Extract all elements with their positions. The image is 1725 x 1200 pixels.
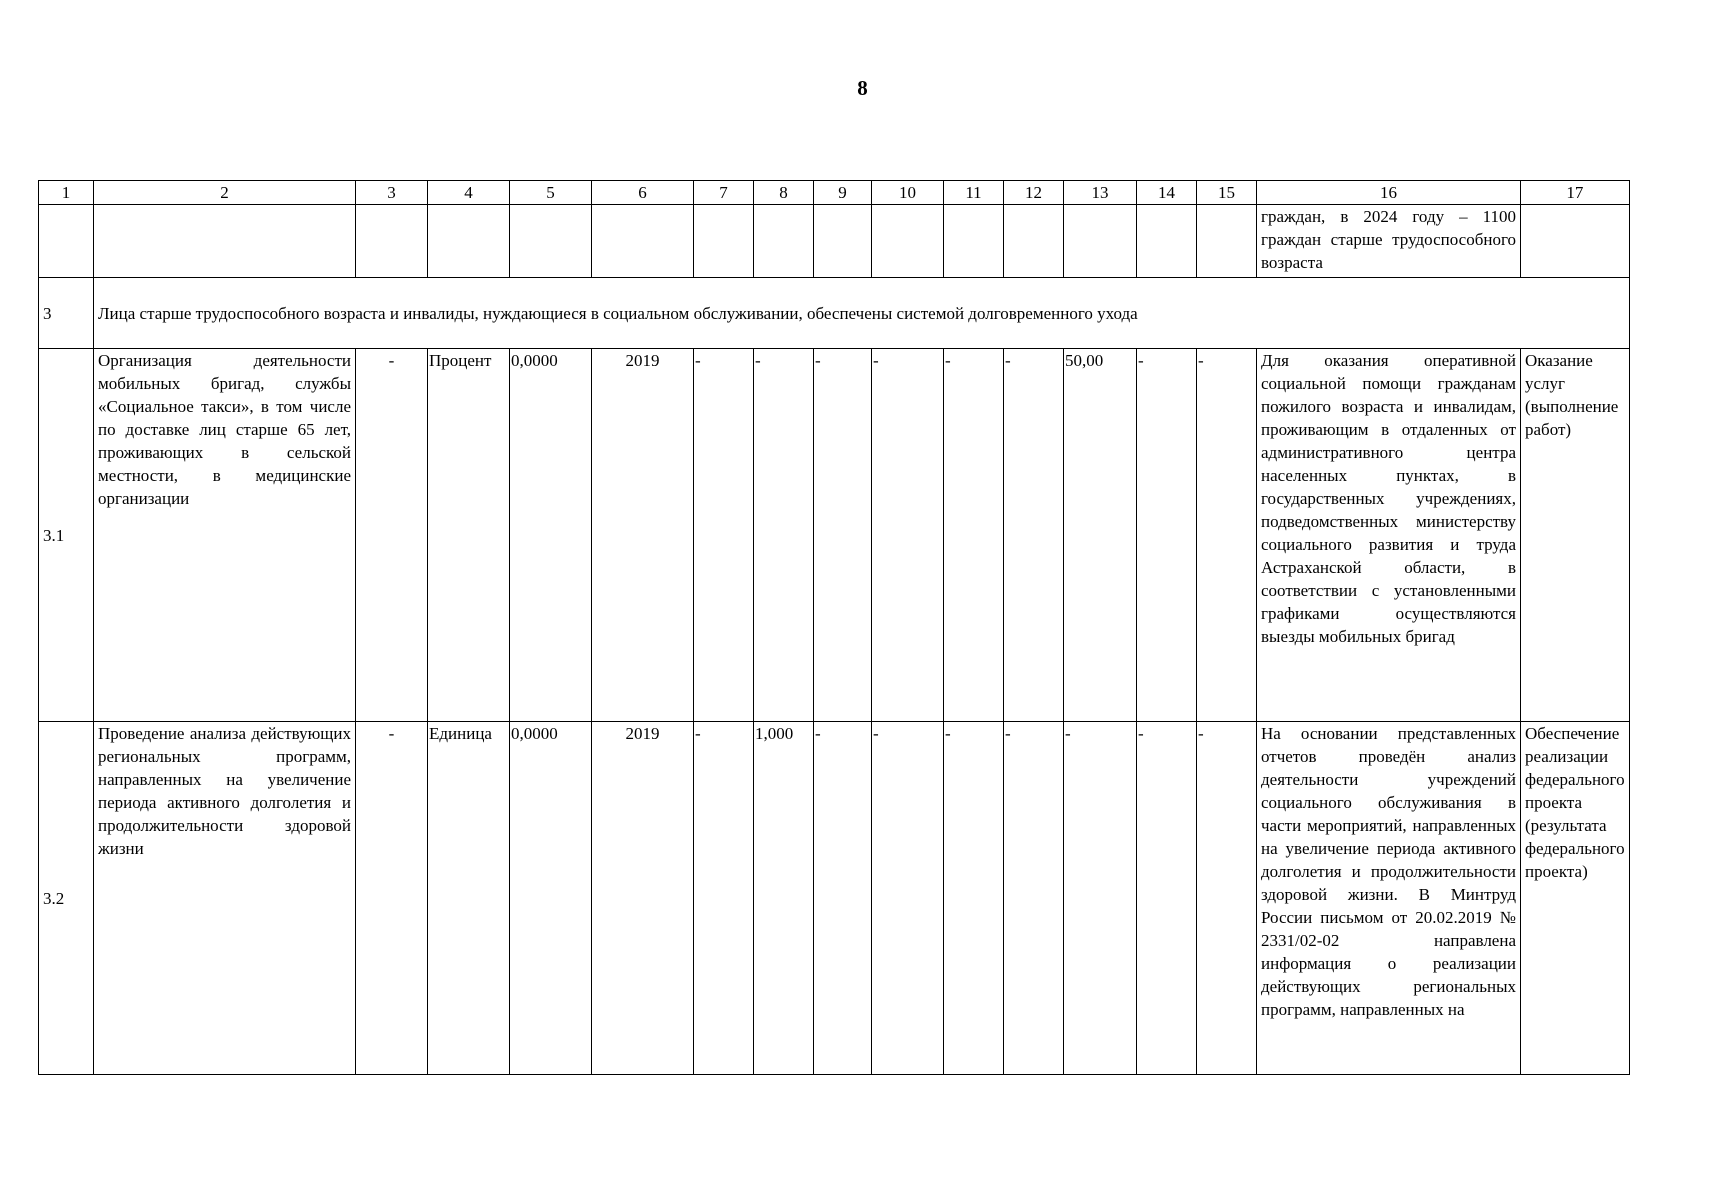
description-cell: Для оказания оперативной социальной помощи гражданам пожилого возраста и инвалидам, проживающим в отдаленных от административного центра населенных пунктах, в государственных учреждениях, подведомственных министерству социального развития и труда Астраханской области, в соответствии с установленными графиками осуществляются выезды мобильных бригад (1257, 349, 1521, 722)
cell-col12: - (1004, 349, 1064, 722)
cell-col9: - (814, 722, 872, 1075)
col-header-12: 12 (1004, 181, 1064, 205)
table-row (39, 722, 1630, 1075)
row-number: 3.1 (39, 349, 94, 722)
col-header-7: 7 (694, 181, 754, 205)
base-value-cell: 0,0000 (510, 722, 592, 1075)
table-row (39, 349, 1630, 722)
base-year-cell: 2019 (592, 349, 694, 722)
col-header-16: 16 (1257, 181, 1521, 205)
table-row-continuation (39, 205, 1630, 278)
cell-col15: - (1197, 349, 1257, 722)
col-header-8: 8 (754, 181, 814, 205)
cell-col7: - (694, 722, 754, 1075)
cell-col8: 1,000 (754, 722, 814, 1075)
col-header-2: 2 (94, 181, 356, 205)
cell-col14: - (1137, 349, 1197, 722)
col-header-13: 13 (1064, 181, 1137, 205)
description-cell: На основании представленных отчетов проведён анализ деятельности учреждений социального обслуживания в части мероприятий, направленных на увеличение периода активного долголетия и продолжительности здоровой жизни. В Минтруд России письмом от 20.02.2019 № 2331/02-02 направлена информация о реализации действующих региональных программ, направленных на (1257, 722, 1521, 1075)
unit-cell: Единица (428, 722, 510, 1075)
column-number-row (39, 181, 1630, 205)
cell-col10: - (872, 349, 944, 722)
cell-col9: - (814, 349, 872, 722)
cell-col15: - (1197, 722, 1257, 1075)
col-header-11: 11 (944, 181, 1004, 205)
col-header-5: 5 (510, 181, 592, 205)
col-header-15: 15 (1197, 181, 1257, 205)
cell-col12: - (1004, 722, 1064, 1075)
section-number: 3 (39, 278, 94, 349)
cell-col11: - (944, 349, 1004, 722)
cell-col10: - (872, 722, 944, 1075)
col-header-4: 4 (428, 181, 510, 205)
cell-col11: - (944, 722, 1004, 1075)
col-header-14: 14 (1137, 181, 1197, 205)
type-cell: Оказание услуг (выполнение работ) (1521, 349, 1630, 722)
unit-cell: Процент (428, 349, 510, 722)
base-value-cell: 0,0000 (510, 349, 592, 722)
col-header-6: 6 (592, 181, 694, 205)
page-number: 8 (857, 76, 868, 100)
section-row (39, 278, 1630, 349)
col-header-10: 10 (872, 181, 944, 205)
col-header-9: 9 (814, 181, 872, 205)
cell-col13: - (1064, 722, 1137, 1075)
cell-col13: 50,00 (1064, 349, 1137, 722)
continuation-description: граждан, в 2024 году – 1100 граждан старше трудоспособного возраста (1257, 205, 1521, 278)
type-cell: Обеспечение реализации федерального проекта (результата федерального проекта) (1521, 722, 1630, 1075)
cell-col3: - (356, 722, 428, 1075)
section-title: Лица старше трудоспособного возраста и инвалиды, нуждающиеся в социальном обслуживании, обеспечены системой долговременного ухода (94, 278, 1630, 349)
measure-name: Организация деятельности мобильных бригад, службы «Социальное такси», в том числе по доставке лиц старше 65 лет, проживающих в сельской местности, в медицинские организации (94, 349, 356, 722)
measure-name: Проведение анализа действующих региональных программ, направленных на увеличение периода активного долголетия и продолжительности здоровой жизни (94, 722, 356, 1075)
measures-table (38, 180, 1630, 1075)
cell-col7: - (694, 349, 754, 722)
cell-col8: - (754, 349, 814, 722)
cell-col3: - (356, 349, 428, 722)
base-year-cell: 2019 (592, 722, 694, 1075)
row-number: 3.2 (39, 722, 94, 1075)
col-header-1: 1 (39, 181, 94, 205)
col-header-17: 17 (1521, 181, 1630, 205)
cell-col14: - (1137, 722, 1197, 1075)
col-header-3: 3 (356, 181, 428, 205)
